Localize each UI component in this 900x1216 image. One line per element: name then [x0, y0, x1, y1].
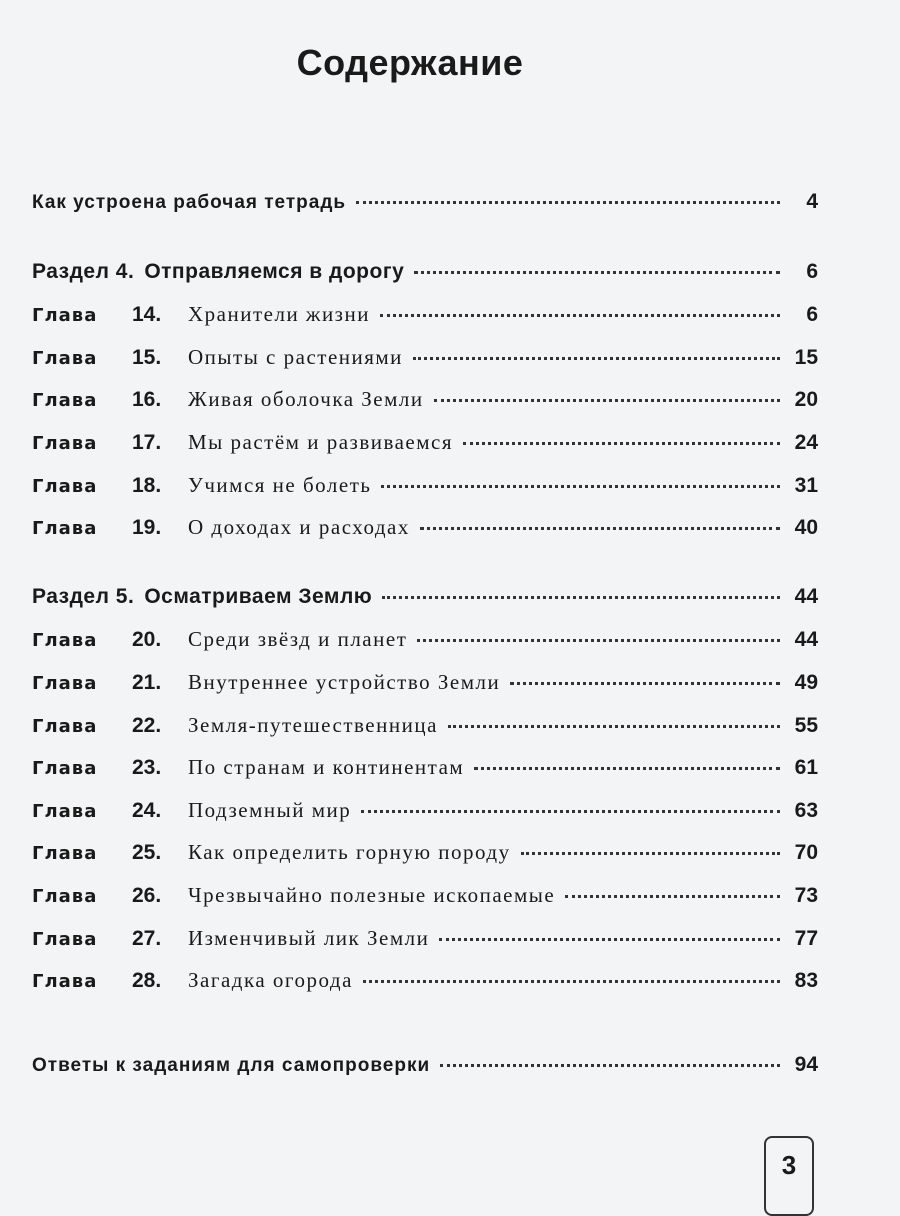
- dot-leader: [521, 852, 780, 855]
- dot-leader: [439, 938, 780, 941]
- entry-title: По странам и континентам: [188, 755, 465, 780]
- chapter-number: 18.: [132, 473, 162, 497]
- chapter-number: 16.: [132, 388, 162, 412]
- chapter-label: Глава: [32, 518, 98, 540]
- dot-leader: [382, 596, 780, 599]
- entry-page: 31: [794, 473, 818, 497]
- entry-title: Внутреннее устройство Земли: [188, 669, 501, 694]
- entry-page: 40: [794, 516, 818, 540]
- entry-page: 6: [806, 259, 818, 283]
- toc-entry[interactable]: [32, 473, 818, 516]
- entry-title: Как устроена рабочая тетрадь: [32, 192, 347, 213]
- toc-entry[interactable]: [32, 302, 818, 345]
- chapter-number: 24.: [132, 798, 162, 822]
- toc-entry[interactable]: [32, 926, 818, 969]
- dot-leader: [510, 682, 780, 685]
- dot-leader: [381, 485, 780, 488]
- toc-entry[interactable]: [32, 755, 818, 798]
- entry-page: 61: [794, 756, 818, 780]
- entry-title: О доходах и расходах: [188, 515, 410, 540]
- entry-title: Осматриваем Землю: [144, 584, 373, 608]
- toc-entry[interactable]: [32, 840, 818, 883]
- toc-entry[interactable]: [32, 430, 818, 473]
- entry-title: Загадка огорода: [188, 968, 353, 993]
- entry-title: Изменчивый лик Земли: [188, 925, 430, 950]
- toc-entry[interactable]: [32, 585, 818, 628]
- page-number: 3: [764, 1136, 814, 1216]
- chapter-number: 26.: [132, 883, 162, 907]
- chapter-label: Глава: [32, 630, 98, 652]
- chapter-number: 20.: [132, 628, 162, 652]
- entry-page: 70: [794, 841, 818, 865]
- entry-title: Хранители жизни: [188, 302, 370, 327]
- toc-entry[interactable]: [32, 1053, 818, 1096]
- entry-page: 73: [794, 883, 818, 907]
- toc-entry[interactable]: [32, 627, 818, 670]
- entry-page: 4: [806, 190, 818, 213]
- dot-leader: [413, 357, 780, 360]
- page-title: Содержание: [296, 42, 524, 83]
- chapter-label: Глава: [32, 672, 98, 694]
- entry-title: Опыты с растениями: [188, 344, 403, 369]
- entry-page: 49: [794, 670, 818, 694]
- dot-leader: [417, 639, 780, 642]
- chapter-label: Глава: [32, 347, 98, 369]
- chapter-number: 28.: [132, 969, 162, 993]
- chapter-label: Глава: [32, 758, 98, 780]
- toc-entry[interactable]: [32, 798, 818, 841]
- chapter-number: 27.: [132, 926, 162, 950]
- dot-leader: [420, 527, 780, 530]
- entry-title: Отправляемся в дорогу: [144, 259, 405, 283]
- entry-page: 44: [794, 628, 818, 652]
- entry-page: 20: [794, 388, 818, 412]
- chapter-label: Глава: [32, 475, 98, 497]
- entry-title: Живая оболочка Земли: [188, 387, 424, 412]
- chapter-label: Глава: [32, 971, 98, 993]
- chapter-label: Глава: [32, 843, 98, 865]
- entry-title: Мы растём и развиваемся: [188, 429, 454, 454]
- dot-leader: [474, 767, 780, 770]
- entry-page: 15: [794, 345, 818, 369]
- table-of-contents: [32, 190, 818, 1095]
- toc-entry[interactable]: [32, 260, 818, 303]
- chapter-number: 15.: [132, 345, 162, 369]
- chapter-label: Глава: [32, 390, 98, 412]
- dot-leader: [356, 201, 780, 204]
- entry-page: 83: [794, 969, 818, 993]
- entry-title: Земля-путешественница: [188, 712, 438, 737]
- chapter-label: Глава: [32, 305, 98, 327]
- entry-title: Подземный мир: [188, 797, 352, 822]
- entry-page: 63: [794, 798, 818, 822]
- entry-page: 6: [806, 303, 818, 327]
- entry-page: 94: [794, 1052, 818, 1076]
- toc-entry[interactable]: [32, 190, 818, 233]
- dot-leader: [434, 399, 780, 402]
- entry-title: Среди звёзд и планет: [188, 627, 408, 652]
- chapter-number: 19.: [132, 516, 162, 540]
- dot-leader: [440, 1064, 780, 1067]
- entry-title: Чрезвычайно полезные ископаемые: [188, 882, 556, 907]
- entry-title: Ответы к заданиям для самопроверки: [32, 1054, 431, 1076]
- entry-page: 44: [794, 584, 818, 608]
- dot-leader: [448, 725, 780, 728]
- toc-entry[interactable]: [32, 968, 818, 1011]
- dot-leader: [361, 810, 780, 813]
- chapter-label: Глава: [32, 800, 98, 822]
- section-label: Раздел 5.: [32, 584, 135, 608]
- toc-entry[interactable]: [32, 387, 818, 430]
- dot-leader: [363, 980, 780, 983]
- entry-page: 55: [794, 713, 818, 737]
- dot-leader: [414, 271, 780, 274]
- chapter-number: 25.: [132, 841, 162, 865]
- toc-entry[interactable]: [32, 345, 818, 388]
- chapter-number: 17.: [132, 430, 162, 454]
- dot-leader: [565, 895, 780, 898]
- dot-leader: [463, 442, 780, 445]
- toc-entry[interactable]: [32, 713, 818, 756]
- chapter-label: Глава: [32, 928, 98, 950]
- entry-title: Как определить горную породу: [188, 840, 511, 865]
- entry-title: Учимся не болеть: [188, 472, 372, 497]
- toc-entry[interactable]: [32, 515, 818, 558]
- toc-entry[interactable]: [32, 670, 818, 713]
- chapter-label: Глава: [32, 715, 98, 737]
- entry-page: 77: [794, 926, 818, 950]
- dot-leader: [380, 314, 780, 317]
- chapter-number: 14.: [132, 303, 162, 327]
- chapter-label: Глава: [32, 432, 98, 454]
- chapter-label: Глава: [32, 885, 98, 907]
- chapter-number: 22.: [132, 713, 162, 737]
- toc-entry[interactable]: [32, 883, 818, 926]
- chapter-number: 21.: [132, 670, 162, 694]
- chapter-number: 23.: [132, 756, 162, 780]
- entry-page: 24: [794, 430, 818, 454]
- section-label: Раздел 4.: [32, 259, 135, 283]
